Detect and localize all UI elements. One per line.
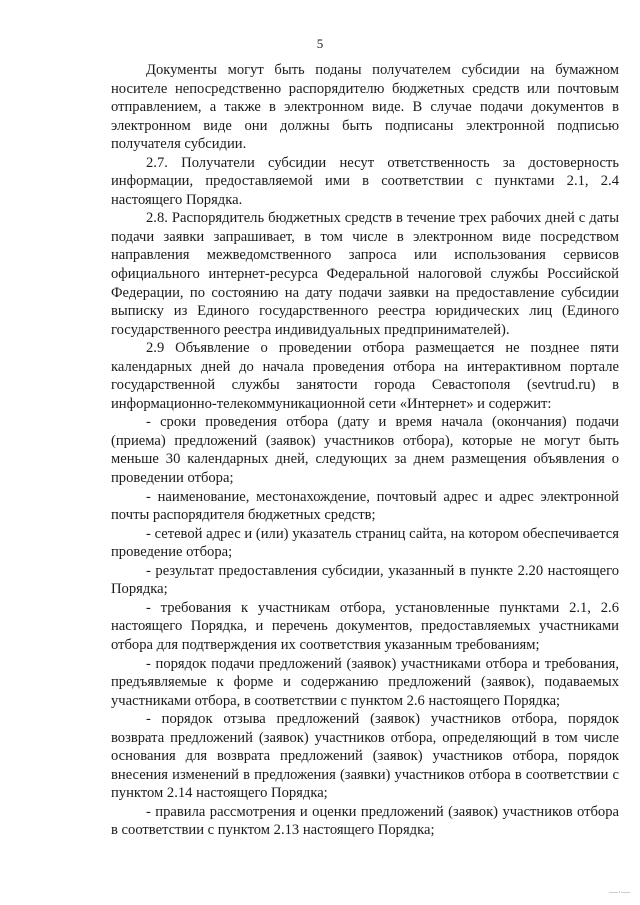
document-body: [111, 61, 619, 840]
list-item-requirements: - требования к участникам отбора, установленные пунктами 2.1, 2.6 настоящего Порядка, и перечень документов, предоставляемых участниками отбора для подтверждения их соответствия указанным требованиям;: [111, 599, 619, 653]
paragraph-2-7: 2.7. Получатели субсидии несут ответственность за достоверность информации, предоставляемой ими в соответствии с пунктами 2.1, 2.4 настоящего Порядка.: [111, 154, 619, 208]
list-item-submission-order: - порядок подачи предложений (заявок) участниками отбора и требования, предъявляемые к форме и содержанию предложений (заявок), подаваемых участниками отбора, в соответствии с пунктом 2.6 настоящего Порядка;: [111, 655, 619, 709]
list-item-address: - наименование, местонахождение, почтовый адрес и адрес электронной почты распорядителя бюджетных средств;: [111, 488, 619, 524]
paragraph-2-9: 2.9 Объявление о проведении отбора размещается не позднее пяти календарных дней до начала проведения отбора на интерактивном портале государственной службы занятости города Севастополя (sevtrud.ru) в информационно-телекоммуникационной сети «Интернет» и содержит:: [111, 340, 619, 412]
list-item-withdrawal: - порядок отзыва предложений (заявок) участников отбора, порядок возврата предложений (заявок) участников отбора, определяющий в том числе основания для возврата предложений (заявок) участников отбора, порядок внесения изменений в предложения (заявки) участников отбора в соответствии с пунктом 2.14 настоящего Порядка;: [111, 711, 619, 802]
paragraph-submission: Документы могут быть поданы получателем субсидии на бумажном носителе непосредственно распорядителю бюджетных средств или почтовым отправлением, а также в электронном виде. В случае подачи документов в электронном виде они должны быть подписаны электронной подписью получателя субсидии.: [111, 62, 619, 153]
list-item-deadlines: - сроки проведения отбора (дату и время начала (окончания) подачи (приема) предложений (заявок) участников отбора), которые не могут быть меньше 30 календарных дней, следующих за днем размещения объявления о проведении отбора;: [111, 414, 619, 487]
list-item-evaluation-rules: - правила рассмотрения и оценки предложений (заявок) участников отбора в соответствии с пунктом 2.13 настоящего Порядка;: [111, 803, 619, 839]
scan-mark: —·—: [609, 887, 630, 897]
paragraph-2-8: 2.8. Распорядитель бюджетных средств в течение трех рабочих дней с даты подачи заявки запрашивает, в том числе в электронном виде посредством направления межведомственного запроса или использования сервисов официального интернет-ресурса Федеральной налоговой службы Российской Федерации, по состоянию на дату подачи заявки на предоставление субсидии выписку из Единого государственного реестра юридических лиц (Единого государственного реестра индивидуальных предпринимателей).: [111, 210, 619, 338]
list-item-website: - сетевой адрес и (или) указатель страниц сайта, на котором обеспечивается проведение отбора;: [111, 525, 619, 561]
list-item-result: - результат предоставления субсидии, указанный в пункте 2.20 настоящего Порядка;: [111, 562, 619, 598]
page-number: 5: [316, 36, 324, 51]
